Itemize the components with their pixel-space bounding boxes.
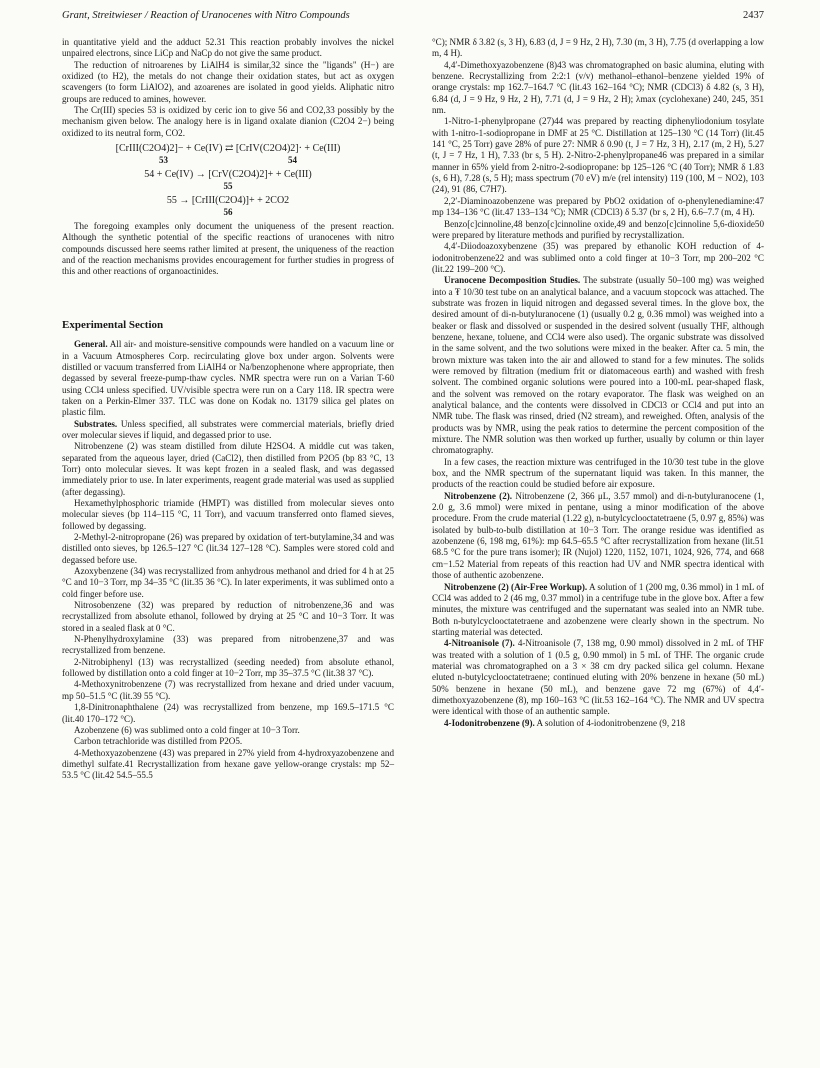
equation-label: 56: [223, 207, 233, 218]
paragraph: Carbon tetrachloride was distilled from P2O5.: [74, 736, 243, 747]
paragraph: 1,8-Dinitronaphthalene (24) was recrystallized from benzene, mp 169.5–171.5 °C (lit.40 170–172 °C).: [62, 702, 394, 724]
run-in-heading: General.: [74, 339, 108, 350]
paragraph: In a few cases, the reaction mixture was centrifuged in the 10/30 test tube in the glove box, and the NMR spectrum of the supernatant liquid was taken. In this manner, the products of the reaction could be studied before air exposure.: [432, 456, 764, 490]
left-column: [62, 37, 394, 782]
paragraph: The foregoing examples only document the uniqueness of the present reaction. Although the synthetic potential of the specific reactions of uranocenes with nitro compounds discussed here seems rather limited at present, the uniqueness of the reaction and of the reaction mechanisms provides encouragement for further studies in progress of this and other reactions of organoactinides.: [62, 221, 394, 277]
equation-label: 55: [223, 181, 233, 192]
run-in-heading: Uranocene Decomposition Studies.: [444, 275, 581, 286]
paragraph: °C); NMR δ 3.82 (s, 3 H), 6.83 (d, J = 9 Hz, 2 H), 7.30 (m, 3 H), 7.75 (d overlapping a low m, 4 H).: [432, 37, 764, 59]
equation-1: [62, 143, 394, 165]
run-in-heading: Nitrobenzene (2) (Air-Free Workup).: [444, 581, 588, 592]
right-column: [432, 37, 764, 729]
paragraph: N-Phenylhydroxylamine (33) was prepared from nitrobenzene,37 and was recrystallized from benzene.: [62, 634, 394, 656]
paragraph: The Cr(III) species 53 is oxidized by ceric ion to give 56 and CO2,33 possibly by the mechanism given below. The analogy here is in ligand oxalate dianion (C2O4 2−) being oxidized to its neutral form, CO2.: [62, 105, 394, 138]
paragraph: Nitrosobenzene (32) was prepared by reduction of nitrobenzene,36 and was recrystallized from absolute ethanol, followed by drying at 25 °C and 10−3 Torr. It was stored in a sealed flask at 0 °C.: [62, 600, 394, 633]
paragraph: [432, 582, 764, 639]
paragraph-text: A solution of 4-iodonitrobenzene (9, 218: [534, 717, 686, 728]
paragraph: The reduction of nitroarenes by LiAlH4 is similar,32 since the "ligands" (H−) are oxidized (to H2), the metals do not change their oxidation states, but act as oxygen scavengers (to form LiAlO2), and azoarenes are isolated in good yields. Aliphatic nitro groups are reduced to amines, however.: [62, 59, 394, 104]
section-heading: Experimental Section: [62, 318, 164, 331]
paragraph: 2-Methyl-2-nitropropane (26) was prepared by oxidation of tert-butylamine,34 and was distilled onto sieves, bp 126.5–127 °C (lit.34 127–128 °C). Samples were stored cold and degassed before use.: [62, 532, 394, 565]
paragraph: [62, 419, 394, 442]
paragraph: 2-Nitrobiphenyl (13) was recrystallized (seeding needed) from absolute ethanol, followed by distillation onto a cold finger at 10−2 Torr, mp 35–37.5 °C (lit.38 37 °C).: [62, 656, 394, 679]
running-header: [62, 10, 764, 28]
paragraph: Azoxybenzene (34) was recrystallized from anhydrous methanol and dried for 4 h at 25 °C and 10−3 Torr, mp 34–35 °C (lit.35 36 °C). In later experiments, it was sublimed onto a cold finger before use.: [62, 566, 394, 599]
paragraph: [432, 718, 764, 729]
equation-text: 55 → [CrIII(C2O4)]+ + 2CO2: [166, 195, 290, 207]
paragraph: 4-Methoxynitrobenzene (7) was recrystallized from hexane and dried under vacuum, mp 50–51.5 °C (lit.39 55 °C).: [62, 679, 394, 701]
running-title: Grant, Streitwieser / Reaction of Uranocenes with Nitro Compounds: [62, 10, 350, 21]
equation-text: [CrIII(C2O4)2]− + Ce(IV) ⇄ [CrIV(C2O4)2]· + Ce(III): [115, 143, 341, 155]
paragraph: [432, 275, 764, 457]
paragraph: 4-Methoxyazobenzene (43) was prepared in 27% yield from 4-hydroxyazobenzene and dimethyl sulfate.41 Recrystallization from hexane gave yellow-orange crystals: mp 52–53.5 °C (lit.42 54.5–55.5: [62, 747, 394, 781]
run-in-heading: Substrates.: [74, 418, 118, 429]
paragraph-text: A solution of 1 (200 mg, 0.36 mmol) in 1 mL of CCl4 was added to 2 (46 mg, 0.37 mmol) in a centrifuge tube in the glove box. After a few minutes, the mixture was centrifuged and the supernatant was sealed into an NMR tube. Both n-butylcyclooctatetraene and azobenzene were clearly shown in the spectrum. No starting material was detected.: [432, 581, 764, 637]
paragraph: Azobenzene (6) was sublimed onto a cold finger at 10−3 Torr.: [74, 724, 300, 735]
paragraph-text: 4-Nitroanisole (7, 138 mg, 0.90 mmol) dissolved in 2 mL of THF was treated with a solution of 1 (0.5 g, 0.90 mmol) in 5 mL of THF. The organic crude material was chromatographed on a 3 × 38 cm dry packed silica gel column. Hexane eluted n-butylcyclooctatetraene; continued eluting with 20% benzene in hexane (50 mL) 50% benzene in hexane (50 mL), and benzene gave 72 mg (67%) of 4,4′-dimethoxyazobenzene (8), mp 160–163 °C (lit.53 162–164 °C). The NMR and UV spectra were identical with those of an authentic sample.: [432, 638, 764, 717]
paragraph: in quantitative yield and the adduct 52.31 This reaction probably involves the nickel unpaired electrons, since LiCp and NaCp do not give the same product.: [62, 37, 394, 59]
paragraph: [432, 491, 764, 582]
run-in-heading: 4-Iodonitrobenzene (9).: [444, 717, 535, 728]
paragraph-text: The substrate (usually 50–100 mg) was weighed into a ₮ 10/30 test tube on an analytical balance, and a vacuum stopcock was attached. The substrate was frozen in liquid nitrogen and degassed several times. In the glove box, the desired amount of di-n-butyluranocene (1) (usually 0.2 g, 0.36 mmol) was weighed into a beaker or flask and dissolved or suspended in the desired solvent (usually THF, although benzene, hexane, toluene, and CCl4 were also used). The organic substrate was dissolved in the same solvent, and the two solutions were mixed in the beaker. After ca. 5 min, the brown mixture was taken into the air and allowed to stand for a few minutes. The solids were removed by filtration (medium frit or diatomaceous earth) and washed with fresh solvent. The combined organic solutions were poured into a 100-mL pear-shaped flask, and the solvent was removed on the rotary evaporator. The flask was weighed on an analytical balance, and the contents were dissolved in CDCl3 or CCl4 and put into an NMR tube. The flask was rinsed, dried (N2 stream), and reweighed. Often, analysis of the products was by NMR, using the peak ratios to determine the percent composition of the mixture. The NMR solution was then worked up further, usually by column or thin layer chromatography.: [432, 275, 764, 456]
paragraph: Benzo[c]cinnoline,48 benzo[c]cinnoline oxide,49 and benzo[c]cinnoline 5,6-dioxide50 were prepared by literature methods and purified by recrystallization.: [432, 218, 764, 240]
equation-text: 54 + Ce(IV) → [CrV(C2O4)2]+ + Ce(III): [144, 169, 312, 181]
paragraph: 1-Nitro-1-phenylpropane (27)44 was prepared by reacting diphenyliodonium tosylate with 1-nitro-1-sodiopropane in DMF at 25 °C. Distillation at 125–130 °C (14 Torr) (lit.45 141 °C, 25 Torr) gave 28% of pure 27: NMR δ 0.90 (t, J = 7 Hz, 3 H), 2.17 (m, 2 H), 5.27 (t, J = 7 Hz, 1 H), 7.33 (br s, 5 H). 2-Nitro-2-phenylpropane46 was prepared in a similar manner in 65% yield from 2-nitro-2-sodiopropane: bp 125–126 °C (40 Torr); NMR δ 1.83 (s, 6 H), 7.28 (s, 5 H); mass spectrum (70 eV) m/e (rel intensity) 119 (100, M − NO2), 103 (24), 91 (86, C7H7).: [432, 116, 764, 195]
paragraph: 4,4′-Diiodoazoxybenzene (35) was prepared by ethanolic KOH reduction of 4-iodonitrobenzene22 and was sublimed onto a cold finger at 10−3 Torr, mp 200–202 °C (lit.22 199–200 °C).: [432, 241, 764, 274]
paragraph: [62, 339, 394, 418]
paragraph: 2,2′-Diaminoazobenzene was prepared by PbO2 oxidation of o-phenylenediamine:47 mp 134–136 °C (lit.47 133–134 °C); NMR (CDCl3) δ 5.37 (br s, 2 H), 6.6–7.7 (m, 4 H).: [432, 195, 764, 218]
run-in-heading: 4-Nitroanisole (7).: [444, 638, 515, 649]
paragraph-text: All air- and moisture-sensitive compounds were handled on a vacuum line or in a Vacuum Atmospheres Corp. recirculating glove box under argon. Solvents were distilled or vacuum transferred from LiAlH4 or Na/benzophenone where appropriate, then degassed by several freeze-pump-thaw cycles. NMR spectra were run on a Varian T-60 using CCl4 unless specified. UV/visible spectra were run on a Cary 118. IR spectra were taken on a Perkin-Elmer 337. TLC was done on Kodak no. 13179 silica gel plates on plastic film.: [62, 339, 394, 418]
run-in-heading: Nitrobenzene (2).: [444, 490, 513, 501]
paragraph: Nitrobenzene (2) was steam distilled from dilute H2SO4. A middle cut was taken, separated from the aqueous layer, dried (CaCl2), then distilled from P2O5 (bp 83 °C, 13 Torr) onto molecular sieves. It was kept frozen in a sealed flask, and was degassed immediately prior to use. In later experiments, reagent grade material was used as supplied (after degassing).: [62, 441, 394, 497]
equation-3: [62, 195, 394, 217]
paragraph: [432, 638, 764, 717]
paragraph-text: Unless specified, all substrates were commercial materials, briefly dried over molecular sieves if liquid, and degassed prior to use.: [62, 418, 394, 440]
equation-label: 54: [288, 155, 297, 166]
equation-label: 53: [159, 155, 168, 166]
page-number: 2437: [743, 10, 764, 21]
equation-2: [62, 169, 394, 191]
paragraph-text: Nitrobenzene (2, 366 μL, 3.57 mmol) and di-n-butyluranocene (1, 2.0 g, 3.6 mmol) were mixed in pentane, using a minor modification of the above procedure. From the crude material (1.22 g), n-butylcyclooctatetraene (5, 0.97 g, 85%) was isolated by bulb-to-bulb distillation at 10−3 Torr. The orange residue was identified as azobenzene (6, 198 mg, 61%): mp 64.5–65.5 °C after recrystallization from hexane (lit.51 68.5 °C for the pure trans isomer); IR (Nujol) 1220, 1152, 1071, 1024, 926, 774, and 668 cm−1.52 Material from repeats of this reaction had UV and NMR spectra identical with those of authentic azobenzene.: [432, 490, 764, 581]
paragraph: 4,4′-Dimethoxyazobenzene (8)43 was chromatographed on basic alumina, eluting with benzene. Recrystallizing from 2:2:1 (v/v) methanol–ethanol–benzene yielded 19% of orange crystals: mp 162.7–164.7 °C (lit.43 162–164 °C); NMR (CDCl3) δ 4.82 (s, 3 H), 6.84 (d, J = 9 Hz, 9 Hz, 2 H), 7.71 (d, J = 9 Hz, 2 H); λmax (cyclohexane) 240, 245, 351 nm.: [432, 59, 764, 116]
paragraph: Hexamethylphosphoric triamide (HMPT) was distilled from molecular sieves onto molecular sieves (bp 114–115 °C, 11 Torr), and vacuum transferred onto flamed sieves, followed by degassing.: [62, 497, 394, 531]
